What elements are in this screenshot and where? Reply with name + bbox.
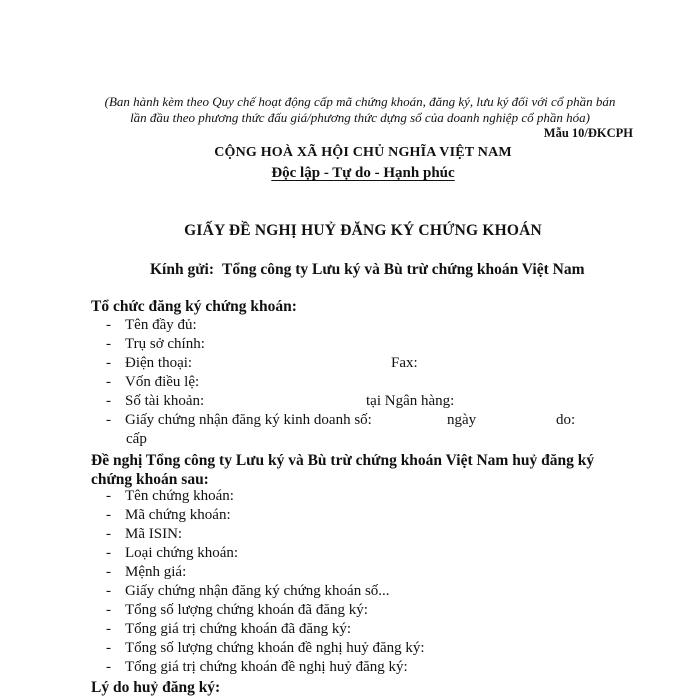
- fax-label: Fax:: [391, 355, 418, 371]
- security-field-label: Tổng số lượng chứng khoán đề nghị huỷ đăng ký:: [125, 640, 425, 656]
- org-field-label: Tên đầy đủ:: [125, 317, 197, 333]
- issuance-note-line-1: (Ban hành kèm theo Quy chế hoạt động cấp mã chứng khoán, đăng ký, lưu ký đối với cổ phần bán: [104, 94, 616, 109]
- security-field-label: Tên chứng khoán:: [125, 488, 234, 504]
- list-dash: -: [106, 412, 111, 428]
- security-field-label: Tổng số lượng chứng khoán đã đăng ký:: [125, 602, 368, 618]
- org-field-label: Giấy chứng nhận đăng ký kinh doanh số:: [125, 412, 372, 428]
- list-dash: -: [106, 374, 111, 390]
- recipient-label: Kính gửi:: [150, 261, 214, 278]
- nation-heading: CỘNG HOÀ XÃ HỘI CHỦ NGHĨA VIỆT NAM: [214, 145, 512, 160]
- reason-heading: Lý do huỷ đăng ký:: [91, 679, 221, 696]
- list-dash: -: [106, 583, 111, 599]
- list-dash: -: [106, 659, 111, 675]
- date-label: ngày: [447, 412, 477, 428]
- issuance-note: [60, 94, 660, 126]
- list-dash: -: [106, 355, 111, 371]
- national-motto-text: Độc lập - Tự do - Hạnh phúc: [271, 165, 455, 181]
- list-dash: -: [106, 488, 111, 504]
- list-dash: -: [106, 640, 111, 656]
- security-field-label: Tổng giá trị chứng khoán đã đăng ký:: [125, 621, 351, 637]
- list-dash: -: [106, 564, 111, 580]
- org-field-label: Số tài khoản:: [125, 393, 205, 409]
- org-section-heading: Tổ chức đăng ký chứng khoán:: [91, 298, 297, 315]
- recipient-name: Tổng công ty Lưu ký và Bù trừ chứng khoán Việt Nam: [222, 261, 585, 278]
- issued-label-continued: cấp: [126, 431, 147, 447]
- org-field-label: Trụ sở chính:: [125, 336, 205, 352]
- list-dash: -: [106, 317, 111, 333]
- request-section-heading: [91, 451, 594, 489]
- list-dash: -: [106, 621, 111, 637]
- list-dash: -: [106, 545, 111, 561]
- security-field-label: Tổng giá trị chứng khoán đề nghị huỷ đăng ký:: [125, 659, 408, 675]
- form-code: Mẫu 10/ĐKCPH: [543, 126, 633, 140]
- list-dash: -: [106, 393, 111, 409]
- list-dash: -: [106, 507, 111, 523]
- national-motto: [0, 165, 700, 182]
- security-field-label: Mệnh giá:: [125, 564, 187, 580]
- org-field-label: Điện thoại:: [125, 355, 193, 371]
- security-field-label: Giấy chứng nhận đăng ký chứng khoán số...: [125, 583, 390, 599]
- security-field-label: Mã chứng khoán:: [125, 507, 231, 523]
- request-heading-line-2: chứng khoán sau:: [91, 471, 209, 488]
- org-field-label: Vốn điều lệ:: [125, 374, 200, 390]
- issuance-note-line-2: lần đầu theo phương thức đấu giá/phương thức dựng sổ của doanh nghiệp cổ phần hóa): [130, 110, 590, 125]
- bank-label: tại Ngân hàng:: [366, 393, 455, 409]
- document-title: GIẤY ĐỀ NGHỊ HUỶ ĐĂNG KÝ CHỨNG KHOÁN: [184, 222, 542, 239]
- list-dash: -: [106, 602, 111, 618]
- security-field-label: Loại chứng khoán:: [125, 545, 239, 561]
- security-field-label: Mã ISIN:: [125, 526, 183, 542]
- list-dash: -: [106, 526, 111, 542]
- issued-by-label: do:: [556, 412, 576, 428]
- list-dash: -: [106, 336, 111, 352]
- request-heading-line-1: Đề nghị Tổng công ty Lưu ký và Bù trừ chứng khoán Việt Nam huỷ đăng ký: [91, 452, 595, 469]
- recipient-line: [150, 261, 585, 279]
